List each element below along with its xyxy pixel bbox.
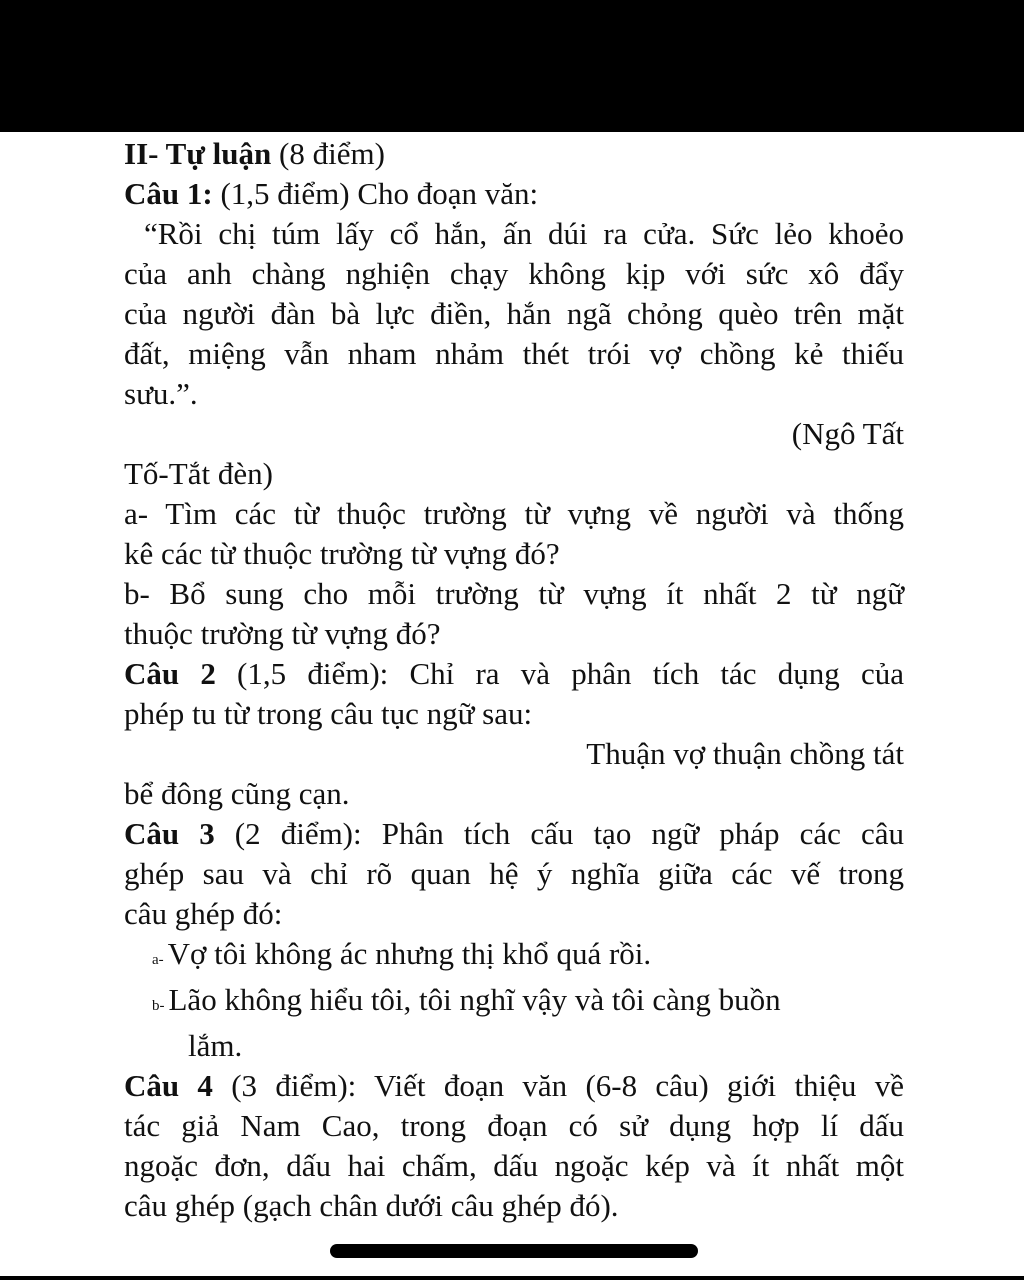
passage-line: của anh chàng nghiện chạy không kịp với sức xô đẩy [124,256,904,291]
question-4-label: Câu 4 [124,1068,213,1103]
question-3-label: Câu 3 [124,816,215,851]
question-3-heading [124,814,904,854]
section-heading [124,134,904,174]
question-1b-line: b- Bổ sung cho mỗi trường từ vựng ít nhất 2 từ ngữ [124,576,904,611]
question-4-heading [124,1066,904,1106]
proverb-line2: bể đông cũng cạn. [124,776,350,811]
question-1-label: Câu 1: [124,176,213,211]
proverb-line1: Thuận vợ thuận chồng tát [586,736,904,771]
question-1a-line: a- Tìm các từ thuộc trường từ vựng về người và thống [124,496,904,531]
question-1-heading [124,174,904,214]
question-2-line: phép tu từ trong câu tục ngữ sau: [124,696,533,731]
section-title: II- Tự luận [124,136,272,171]
question-2-heading [124,654,904,694]
question-3b-text: Lão không hiểu tôi, tôi nghĩ vậy và tôi càng buồn [168,982,781,1017]
question-1a-line: kê các từ thuộc trường từ vựng đó? [124,536,560,571]
list-marker: a- [152,952,164,968]
question-2-label: Câu 2 [124,656,216,691]
question-2-text: (1,5 điểm): Chỉ ra và phân tích tác dụng của [215,656,904,691]
question-3b-continuation: lắm. [188,1028,243,1063]
passage-source-line2: Tố-Tắt đèn) [124,456,273,491]
question-3-text: (2 điểm): Phân tích cấu tạo ngữ pháp các câu [214,816,904,851]
passage-line: “Rồi chị túm lấy cổ hắn, ấn dúi ra cửa. Sức lẻo khoẻo [144,216,904,251]
passage-line: đất, miệng vẫn nham nhảm thét trói vợ chồng kẻ thiếu [124,336,904,371]
question-1-intro: (1,5 điểm) Cho đoạn văn: [212,176,539,211]
question-1b-line: thuộc trường từ vựng đó? [124,616,441,651]
question-3b-item [124,980,904,1026]
list-marker: b- [152,998,165,1014]
passage-line: của người đàn bà lực điền, hắn ngã chỏng quèo trên mặt [124,296,904,331]
question-4-line: câu ghép (gạch chân dưới câu ghép đó). [124,1188,619,1223]
question-4-line: ngoặc đơn, dấu hai chấm, dấu ngoặc kép và ít nhất một [124,1148,904,1183]
section-points: (8 điểm) [271,136,385,171]
home-indicator[interactable] [330,1244,698,1258]
question-3a-item [124,934,904,980]
question-4-text: (3 điểm): Viết đoạn văn (6-8 câu) giới thiệu về [212,1068,904,1103]
question-3a-text: Vợ tôi không ác nhưng thị khổ quá rồi. [167,936,652,971]
bottom-edge [0,1276,1024,1280]
top-black-bar [0,0,1024,132]
question-3-line: ghép sau và chỉ rõ quan hệ ý nghĩa giữa các vế trong [124,856,904,891]
passage-line: sưu.”. [124,376,198,411]
question-3-line: câu ghép đó: [124,896,283,931]
passage-source-line1: (Ngô Tất [791,416,904,451]
question-4-line: tác giả Nam Cao, trong đoạn có sử dụng hợp lí dấu [124,1108,904,1143]
document-body [124,134,904,1226]
